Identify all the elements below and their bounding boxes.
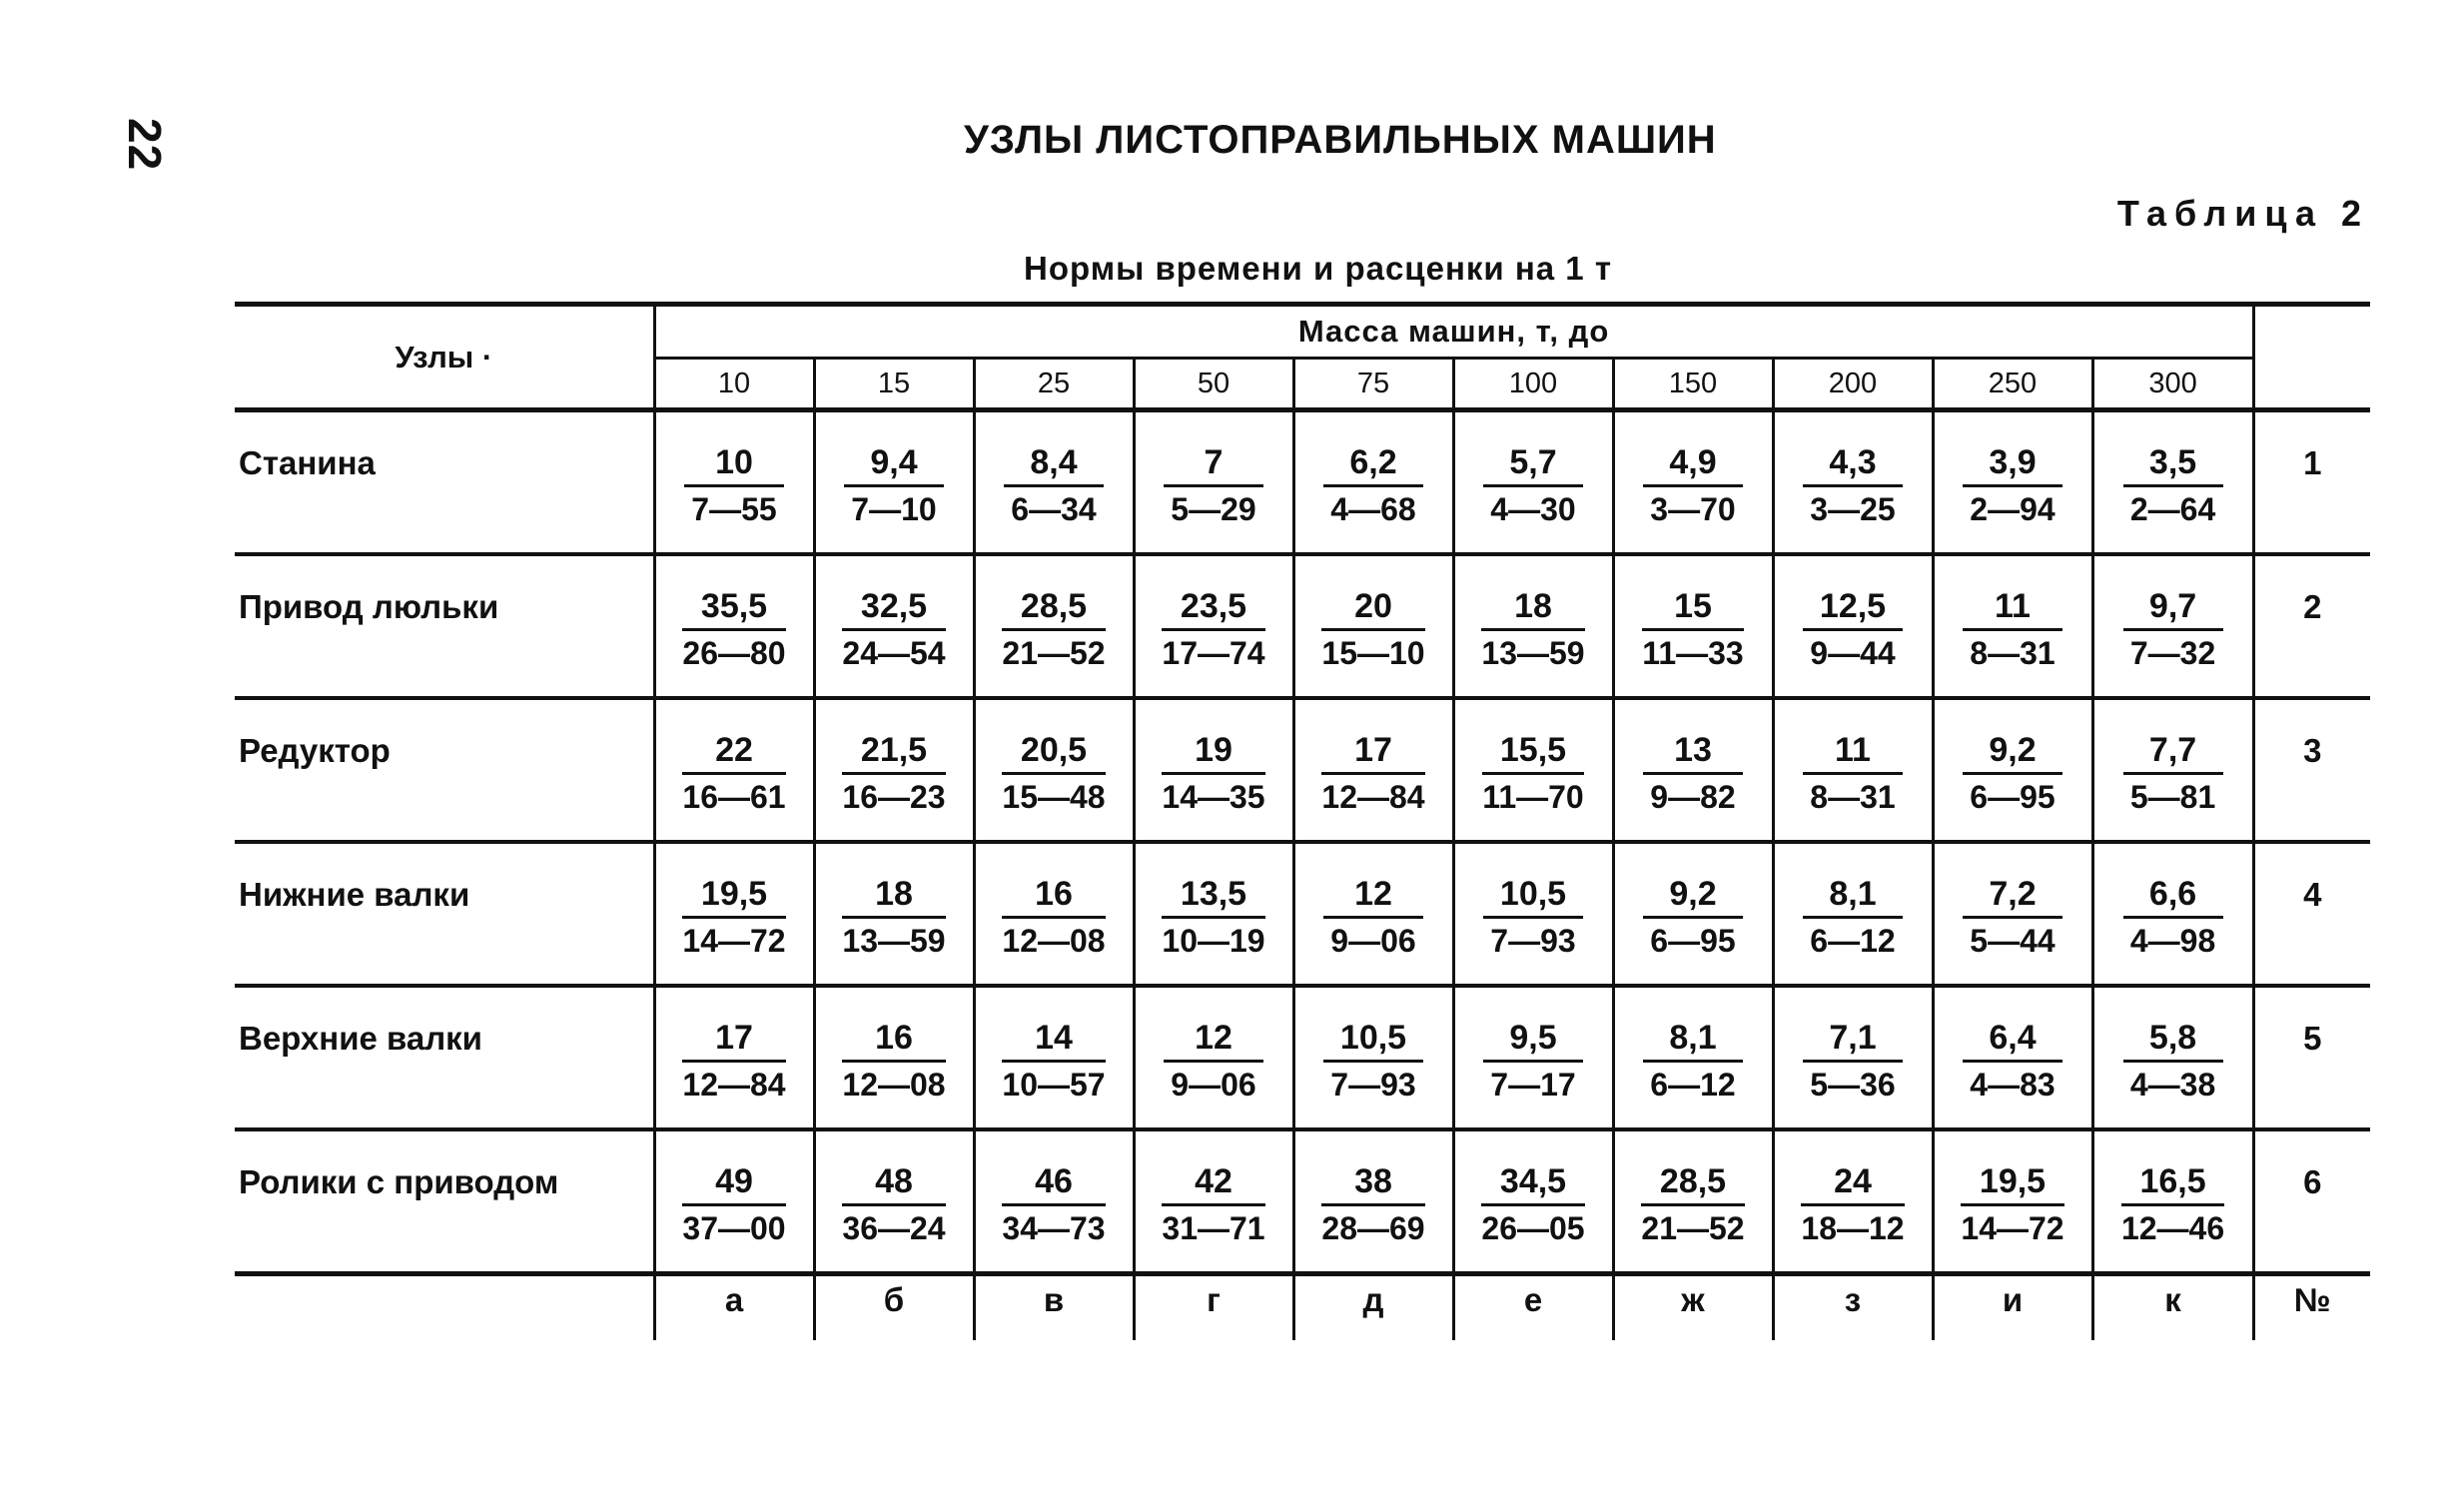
rate-value: 9—06	[1171, 1067, 1256, 1103]
time-norm: 20	[1321, 586, 1424, 631]
fraction	[1482, 730, 1583, 818]
number-header: №	[2293, 1281, 2331, 1318]
time-norm: 8,1	[1643, 1018, 1743, 1063]
fraction	[1004, 442, 1104, 530]
table-cell	[2092, 698, 2253, 842]
rate-value: 26—05	[1481, 1210, 1585, 1246]
rate-value: 5—81	[2129, 779, 2216, 815]
time-norm: 16,5	[2121, 1161, 2224, 1206]
rate-value: 34—73	[1002, 1210, 1106, 1246]
table-row	[235, 554, 2370, 698]
time-norm: 6,2	[1323, 442, 1423, 487]
fraction	[1803, 874, 1903, 962]
time-norm: 5,7	[1483, 442, 1583, 487]
time-norm: 3,9	[1963, 442, 2062, 487]
rate-value: 16—61	[682, 779, 786, 815]
rate-value: 11—33	[1642, 635, 1744, 671]
row-name: Ролики с приводом	[235, 1129, 654, 1274]
rate-value: 14—35	[1162, 779, 1265, 815]
table-cell	[1773, 1129, 1933, 1274]
time-norm: 34,5	[1481, 1161, 1584, 1206]
column-header: 15	[814, 359, 974, 410]
column-letter: и	[1933, 1260, 2092, 1340]
rate-value: 15—48	[1002, 779, 1106, 815]
time-norm: 10	[684, 442, 784, 487]
fraction	[1801, 1161, 1904, 1249]
time-norm: 19	[1162, 730, 1264, 775]
table-cell	[974, 554, 1134, 698]
fraction	[682, 730, 785, 818]
rate-value: 12—84	[1321, 779, 1425, 815]
table-cell	[1134, 554, 1293, 698]
rate-value: 4—38	[2129, 1067, 2216, 1103]
table-cell	[2092, 986, 2253, 1129]
fraction	[1323, 874, 1423, 962]
running-head: УЗЛЫ ЛИСТОПРАВИЛЬНЫХ МАШИН	[964, 118, 1717, 162]
column-letter: к	[2092, 1260, 2253, 1340]
table-cell	[814, 554, 974, 698]
table-row	[235, 1129, 2370, 1274]
rate-value: 7—93	[1330, 1067, 1416, 1103]
table-cell	[1293, 842, 1453, 986]
table-cell	[1933, 1129, 2092, 1274]
column-letter: д	[1293, 1260, 1453, 1340]
time-norm: 46	[1002, 1161, 1105, 1206]
fraction	[1963, 730, 2062, 818]
rate-value: 10—19	[1162, 923, 1265, 959]
fraction	[682, 1018, 785, 1106]
fraction	[1164, 1018, 1263, 1106]
column-header: 250	[1933, 359, 2092, 410]
rate-value: 21—52	[1002, 635, 1106, 671]
column-letter: е	[1453, 1260, 1613, 1340]
time-norm: 19,5	[1961, 1161, 2063, 1206]
rate-value: 2—94	[1970, 491, 2055, 527]
fraction	[1643, 874, 1743, 962]
rate-value: 8—31	[1970, 635, 2055, 671]
table-cell	[814, 698, 974, 842]
column-letter: б	[814, 1260, 974, 1340]
time-norm: 7	[1164, 442, 1263, 487]
fraction	[1643, 730, 1743, 818]
time-norm: 11	[1803, 730, 1903, 775]
rate-value: 7—55	[691, 491, 777, 527]
rate-value: 4—30	[1490, 491, 1576, 527]
column-header: 100	[1453, 359, 1613, 410]
fraction	[842, 730, 945, 818]
rate-value: 10—57	[1002, 1067, 1106, 1103]
time-norm: 23,5	[1162, 586, 1264, 631]
table-cell	[2092, 410, 2253, 555]
table-cell	[654, 554, 814, 698]
table-row	[235, 410, 2370, 555]
rate-value: 5—44	[1970, 923, 2055, 959]
table-cell	[814, 410, 974, 555]
time-norm: 17	[1321, 730, 1424, 775]
table-row	[235, 698, 2370, 842]
time-norm: 7,2	[1963, 874, 2062, 919]
time-norm: 18	[1481, 586, 1584, 631]
rate-value: 18—12	[1801, 1210, 1905, 1246]
table-cell	[1453, 554, 1613, 698]
fraction	[844, 442, 944, 530]
time-norm: 16	[842, 1018, 945, 1063]
time-norm: 12	[1323, 874, 1423, 919]
fraction	[1164, 442, 1263, 530]
table-cell	[2092, 842, 2253, 986]
column-header: 150	[1613, 359, 1773, 410]
row-header: Узлы ·	[235, 305, 654, 410]
column-header: 10	[654, 359, 814, 410]
time-norm: 49	[682, 1161, 785, 1206]
fraction	[1323, 442, 1423, 530]
fraction	[1803, 586, 1903, 674]
table-cell	[1933, 410, 2092, 555]
table-cell	[1134, 842, 1293, 986]
rate-value: 7—93	[1490, 923, 1576, 959]
fraction	[2123, 1018, 2223, 1106]
rate-value: 9—44	[1810, 635, 1896, 671]
time-norm: 9,2	[1963, 730, 2062, 775]
rate-value: 5—29	[1171, 491, 1256, 527]
table-body	[235, 410, 2370, 1274]
table-cell	[1613, 698, 1773, 842]
rate-value: 37—00	[682, 1210, 786, 1246]
time-norm: 20,5	[1002, 730, 1105, 775]
header-blank	[2253, 305, 2370, 410]
fraction	[1162, 1161, 1264, 1249]
rate-value: 12—08	[842, 1067, 946, 1103]
time-norm: 19,5	[682, 874, 785, 919]
rate-value: 13—59	[842, 923, 946, 959]
table-cell	[814, 842, 974, 986]
table-cell	[1933, 554, 2092, 698]
fraction	[1803, 1018, 1903, 1106]
rate-value: 36—24	[842, 1210, 946, 1246]
table-cell	[1773, 410, 1933, 555]
rate-value: 6—12	[1810, 923, 1896, 959]
time-norm: 6,4	[1963, 1018, 2062, 1063]
fraction	[1961, 1161, 2063, 1249]
rate-value: 6—95	[1970, 779, 2055, 815]
table-cell	[1773, 842, 1933, 986]
table-cell	[814, 986, 974, 1129]
table-cell	[1613, 410, 1773, 555]
rate-value: 28—69	[1321, 1210, 1425, 1246]
time-norm: 12	[1164, 1018, 1263, 1063]
table-row	[235, 842, 2370, 986]
fraction	[1963, 586, 2062, 674]
column-header: 25	[974, 359, 1134, 410]
table-cell	[2092, 1129, 2253, 1274]
rate-value: 15—10	[1321, 635, 1425, 671]
fraction	[842, 1161, 945, 1249]
fraction	[1481, 1161, 1584, 1249]
table-cell	[1773, 986, 1933, 1129]
time-norm: 13,5	[1162, 874, 1264, 919]
time-norm: 16	[1002, 874, 1105, 919]
fraction	[842, 874, 945, 962]
rate-value: 12—08	[1002, 923, 1106, 959]
fraction	[1643, 1018, 1743, 1106]
time-norm: 24	[1801, 1161, 1904, 1206]
rate-value: 7—17	[1490, 1067, 1576, 1103]
time-norm: 48	[842, 1161, 945, 1206]
rate-value: 9—82	[1650, 779, 1736, 815]
fraction	[684, 442, 784, 530]
table-cell	[654, 1129, 814, 1274]
fraction	[842, 1018, 945, 1106]
table-cell	[1613, 1129, 1773, 1274]
fraction	[1963, 1018, 2062, 1106]
column-letters-table	[235, 1260, 2370, 1340]
table-cell	[1453, 1129, 1613, 1274]
rate-value: 6—95	[1650, 923, 1736, 959]
fraction	[1002, 586, 1105, 674]
time-norm: 4,3	[1803, 442, 1903, 487]
fraction	[1321, 730, 1424, 818]
rate-value: 11—70	[1482, 779, 1584, 815]
rate-value: 31—71	[1162, 1210, 1265, 1246]
norms-table	[235, 302, 2370, 1276]
time-norm: 9,5	[1483, 1018, 1583, 1063]
time-norm: 14	[1002, 1018, 1105, 1063]
table-cell	[1293, 698, 1453, 842]
fraction	[1963, 874, 2062, 962]
column-letter: ж	[1613, 1260, 1773, 1340]
column-letter: в	[974, 1260, 1134, 1340]
time-norm: 9,7	[2123, 586, 2223, 631]
time-norm: 3,5	[2123, 442, 2223, 487]
row-name: Нижние валки	[235, 842, 654, 986]
rate-value: 2—64	[2129, 491, 2216, 527]
time-norm: 15,5	[1482, 730, 1583, 775]
rate-value: 4—83	[1970, 1067, 2055, 1103]
table-cell	[1134, 986, 1293, 1129]
table-cell	[1933, 698, 2092, 842]
row-number: 3	[2253, 698, 2370, 842]
fraction	[1642, 586, 1743, 674]
column-letter: а	[654, 1260, 814, 1340]
table-cell	[974, 842, 1134, 986]
row-number: 6	[2253, 1129, 2370, 1274]
rate-value: 17—74	[1162, 635, 1265, 671]
fraction	[1323, 1018, 1423, 1106]
rate-value: 13—59	[1481, 635, 1585, 671]
column-header: 50	[1134, 359, 1293, 410]
table-cell	[654, 842, 814, 986]
time-norm: 18	[842, 874, 945, 919]
time-norm: 42	[1162, 1161, 1264, 1206]
time-norm: 4,9	[1643, 442, 1743, 487]
time-norm: 17	[682, 1018, 785, 1063]
table-cell	[1613, 554, 1773, 698]
fraction	[1963, 442, 2062, 530]
fraction	[1803, 730, 1903, 818]
column-letter: г	[1134, 1260, 1293, 1340]
table-cell	[1613, 986, 1773, 1129]
fraction	[1643, 442, 1743, 530]
fraction	[682, 1161, 785, 1249]
page-number: 22	[119, 118, 171, 172]
time-norm: 9,2	[1643, 874, 1743, 919]
row-number: 5	[2253, 986, 2370, 1129]
fraction	[1321, 1161, 1424, 1249]
rate-value: 4—98	[2129, 923, 2216, 959]
fraction	[2123, 586, 2223, 674]
table-cell	[1773, 698, 1933, 842]
row-name: Станина	[235, 410, 654, 555]
time-norm: 7,7	[2123, 730, 2223, 775]
fraction	[1803, 442, 1903, 530]
fraction	[2123, 874, 2223, 962]
time-norm: 38	[1321, 1161, 1424, 1206]
table-cell	[974, 986, 1134, 1129]
row-name: Привод люльки	[235, 554, 654, 698]
fraction	[1641, 1161, 1744, 1249]
table-cell	[1293, 554, 1453, 698]
rate-value: 9—06	[1330, 923, 1416, 959]
rate-value: 26—80	[682, 635, 786, 671]
row-name: Редуктор	[235, 698, 654, 842]
header-row-top	[235, 305, 2370, 359]
rate-value: 5—36	[1810, 1067, 1896, 1103]
time-norm: 6,6	[2123, 874, 2223, 919]
rate-value: 12—84	[682, 1067, 786, 1103]
table-cell	[974, 410, 1134, 555]
rate-value: 14—72	[682, 923, 786, 959]
table-cell	[1933, 986, 2092, 1129]
row-number: 1	[2253, 410, 2370, 555]
fraction	[1483, 1018, 1583, 1106]
time-norm: 32,5	[842, 586, 945, 631]
column-header: 200	[1773, 359, 1933, 410]
table-cell	[654, 698, 814, 842]
table-cell	[1453, 410, 1613, 555]
table-cell	[1773, 554, 1933, 698]
table-cell	[654, 986, 814, 1129]
column-letters-row	[235, 1260, 2370, 1340]
table-row	[235, 986, 2370, 1129]
rate-value: 24—54	[842, 635, 946, 671]
table-cell	[1453, 986, 1613, 1129]
rate-value: 6—12	[1650, 1067, 1736, 1103]
column-letter: з	[1773, 1260, 1933, 1340]
fraction	[842, 586, 945, 674]
table-cell	[1453, 842, 1613, 986]
rate-value: 16—23	[842, 779, 946, 815]
table-cell	[1134, 698, 1293, 842]
row-number: 4	[2253, 842, 2370, 986]
group-header: Масса машин, т, до	[654, 305, 2253, 359]
fraction	[1162, 730, 1264, 818]
time-norm: 8,4	[1004, 442, 1104, 487]
row-number: 2	[2253, 554, 2370, 698]
time-norm: 10,5	[1483, 874, 1583, 919]
rate-value: 14—72	[1961, 1210, 2064, 1246]
table-cell	[1933, 842, 2092, 986]
table-cell	[1293, 410, 1453, 555]
table-cell	[1134, 410, 1293, 555]
rate-value: 3—70	[1650, 491, 1736, 527]
table-cell	[974, 698, 1134, 842]
rate-value: 4—68	[1330, 491, 1416, 527]
rate-value: 8—31	[1810, 779, 1896, 815]
table-title: Нормы времени и расценки на 1 т	[1024, 250, 1612, 287]
rate-value: 7—32	[2129, 635, 2216, 671]
fraction	[1002, 874, 1105, 962]
row-name: Верхние валки	[235, 986, 654, 1129]
fraction	[2123, 730, 2223, 818]
table-label: Таблица 2	[2116, 193, 2369, 234]
table-cell	[1293, 986, 1453, 1129]
time-norm: 35,5	[682, 586, 785, 631]
fraction	[1002, 730, 1105, 818]
rate-value: 7—10	[851, 491, 937, 527]
fraction	[1002, 1161, 1105, 1249]
rate-value: 6—34	[1011, 491, 1097, 527]
rate-value: 21—52	[1641, 1210, 1745, 1246]
table-cell	[1134, 1129, 1293, 1274]
time-norm: 8,1	[1803, 874, 1903, 919]
fraction	[682, 586, 785, 674]
time-norm: 28,5	[1002, 586, 1105, 631]
table-cell	[654, 410, 814, 555]
fraction	[1483, 874, 1583, 962]
table-cell	[1453, 698, 1613, 842]
fraction	[2123, 442, 2223, 530]
fraction	[1483, 442, 1583, 530]
fraction	[1162, 586, 1264, 674]
fraction	[2121, 1161, 2224, 1249]
rate-value: 3—25	[1810, 491, 1896, 527]
fraction	[682, 874, 785, 962]
fraction	[1162, 874, 1264, 962]
table-cell	[1613, 842, 1773, 986]
rate-value: 12—46	[2120, 1210, 2225, 1246]
column-header: 300	[2092, 359, 2253, 410]
letters-blank	[235, 1260, 654, 1340]
time-norm: 11	[1963, 586, 2062, 631]
table-cell	[814, 1129, 974, 1274]
time-norm: 5,8	[2123, 1018, 2223, 1063]
table-cell	[1293, 1129, 1453, 1274]
time-norm: 21,5	[842, 730, 945, 775]
time-norm: 7,1	[1803, 1018, 1903, 1063]
column-header: 75	[1293, 359, 1453, 410]
time-norm: 13	[1643, 730, 1743, 775]
time-norm: 22	[682, 730, 785, 775]
table-cell	[2092, 554, 2253, 698]
time-norm: 9,4	[844, 442, 944, 487]
table-cell	[974, 1129, 1134, 1274]
time-norm: 10,5	[1323, 1018, 1423, 1063]
fraction	[1321, 586, 1424, 674]
time-norm: 28,5	[1641, 1161, 1744, 1206]
time-norm: 12,5	[1803, 586, 1903, 631]
time-norm: 15	[1642, 586, 1743, 631]
fraction	[1481, 586, 1584, 674]
fraction	[1002, 1018, 1105, 1106]
